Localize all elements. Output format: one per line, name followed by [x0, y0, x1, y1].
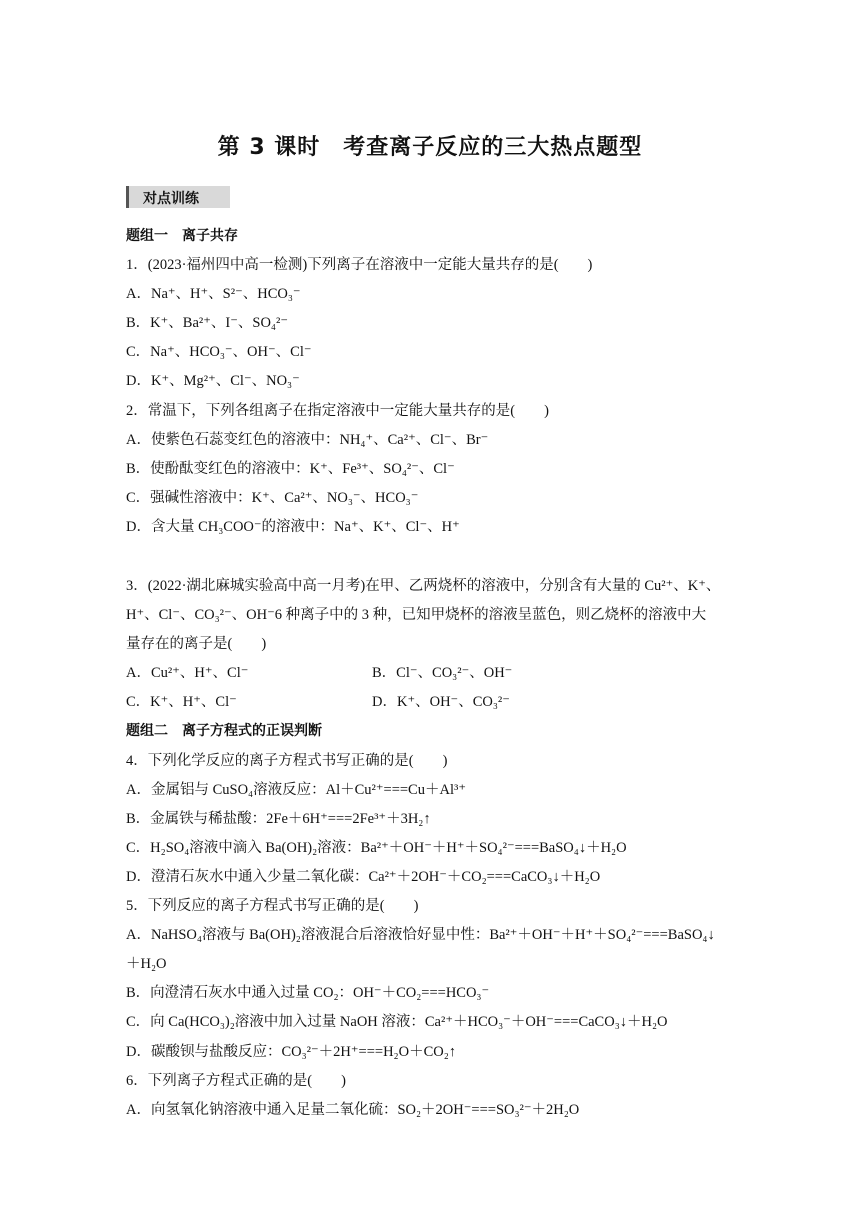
option-line: B．Cl⁻、CO₃²⁻、OH⁻: [372, 665, 513, 681]
option-line: C．H₂SO₄溶液中滴入 Ba(OH)₂溶液：Ba²⁺＋OH⁻＋H⁺＋SO₄²⁻===BaSO₄↓＋H₂O: [126, 840, 627, 856]
option-line: ＋H₂O: [126, 956, 167, 972]
group-heading: 题组二 离子方程式的正误判断: [126, 723, 322, 739]
question-stem: 量存在的离子是( ): [126, 636, 267, 652]
section-tag: [126, 186, 230, 208]
question-stem: 2．常温下，下列各组离子在指定溶液中一定能大量共存的是( ): [126, 403, 549, 419]
option-line: D．含大量 CH₃COO⁻的溶液中：Na⁺、K⁺、Cl⁻、H⁺: [126, 519, 460, 535]
section-tag-label: 对点训练: [143, 191, 199, 207]
option-line: C．向 Ca(HCO₃)₂溶液中加入过量 NaOH 溶液：Ca²⁺＋HCO₃⁻＋OH⁻===CaCO₃↓＋H₂O: [126, 1014, 668, 1030]
option-line: A．金属铝与 CuSO₄溶液反应：Al＋Cu²⁺===Cu＋Al³⁺: [126, 782, 466, 798]
group-heading: 题组一 离子共存: [126, 228, 238, 244]
question-stem: 6．下列离子方程式正确的是( ): [126, 1073, 346, 1089]
option-line: D．碳酸钡与盐酸反应：CO₃²⁻＋2H⁺===H₂O＋CO₂↑: [126, 1044, 457, 1060]
option-line: A．NaHSO₄溶液与 Ba(OH)₂溶液混合后溶液恰好显中性：Ba²⁺＋OH⁻＋H⁺＋SO₄²⁻===BaSO₄↓: [126, 927, 715, 943]
question-stem: 3．(2022·湖北麻城实验高中高一月考)在甲、乙两烧杯的溶液中，分别含有大量的 Cu²⁺、K⁺、: [126, 578, 721, 594]
option-line: A．使紫色石蕊变红色的溶液中：NH₄⁺、Ca²⁺、Cl⁻、Br⁻: [126, 432, 489, 448]
option-line: A．Na⁺、H⁺、S²⁻、HCO₃⁻: [126, 286, 301, 302]
option-line: D．K⁺、OH⁻、CO₃²⁻: [372, 694, 510, 710]
option-line: B．K⁺、Ba²⁺、I⁻、SO₄²⁻: [126, 315, 288, 331]
option-line: B．金属铁与稀盐酸：2Fe＋6H⁺===2Fe³⁺＋3H₂↑: [126, 811, 431, 827]
page-title: 第 3 课时 考查离子反应的三大热点题型: [217, 135, 643, 160]
option-line: B．使酚酞变红色的溶液中：K⁺、Fe³⁺、SO₄²⁻、Cl⁻: [126, 461, 455, 477]
option-line: C．K⁺、H⁺、Cl⁻: [126, 694, 237, 710]
question-stem: 1．(2023·福州四中高一检测)下列离子在溶液中一定能大量共存的是( ): [126, 257, 593, 273]
question-stem: 5．下列反应的离子方程式书写正确的是( ): [126, 898, 419, 914]
option-line: C．强碱性溶液中：K⁺、Ca²⁺、NO₃⁻、HCO₃⁻: [126, 490, 419, 506]
question-stem: H⁺、Cl⁻、CO₃²⁻、OH⁻6 种离子中的 3 种，已知甲烧杯的溶液呈蓝色，则乙烧杯的溶液中大: [126, 607, 707, 623]
question-stem: 4．下列化学反应的离子方程式书写正确的是( ): [126, 753, 448, 769]
option-line: B．向澄清石灰水中通入过量 CO₂：OH⁻＋CO₂===HCO₃⁻: [126, 985, 490, 1001]
option-line: A．向氢氧化钠溶液中通入足量二氧化硫：SO₂＋2OH⁻===SO₃²⁻＋2H₂O: [126, 1102, 580, 1118]
option-line: A．Cu²⁺、H⁺、Cl⁻: [126, 665, 249, 681]
option-line: C．Na⁺、HCO₃⁻、OH⁻、Cl⁻: [126, 344, 312, 360]
option-line: D．K⁺、Mg²⁺、Cl⁻、NO₃⁻: [126, 373, 300, 389]
option-line: D．澄清石灰水中通入少量二氧化碳：Ca²⁺＋2OH⁻＋CO₂===CaCO₃↓＋H₂O: [126, 869, 601, 885]
